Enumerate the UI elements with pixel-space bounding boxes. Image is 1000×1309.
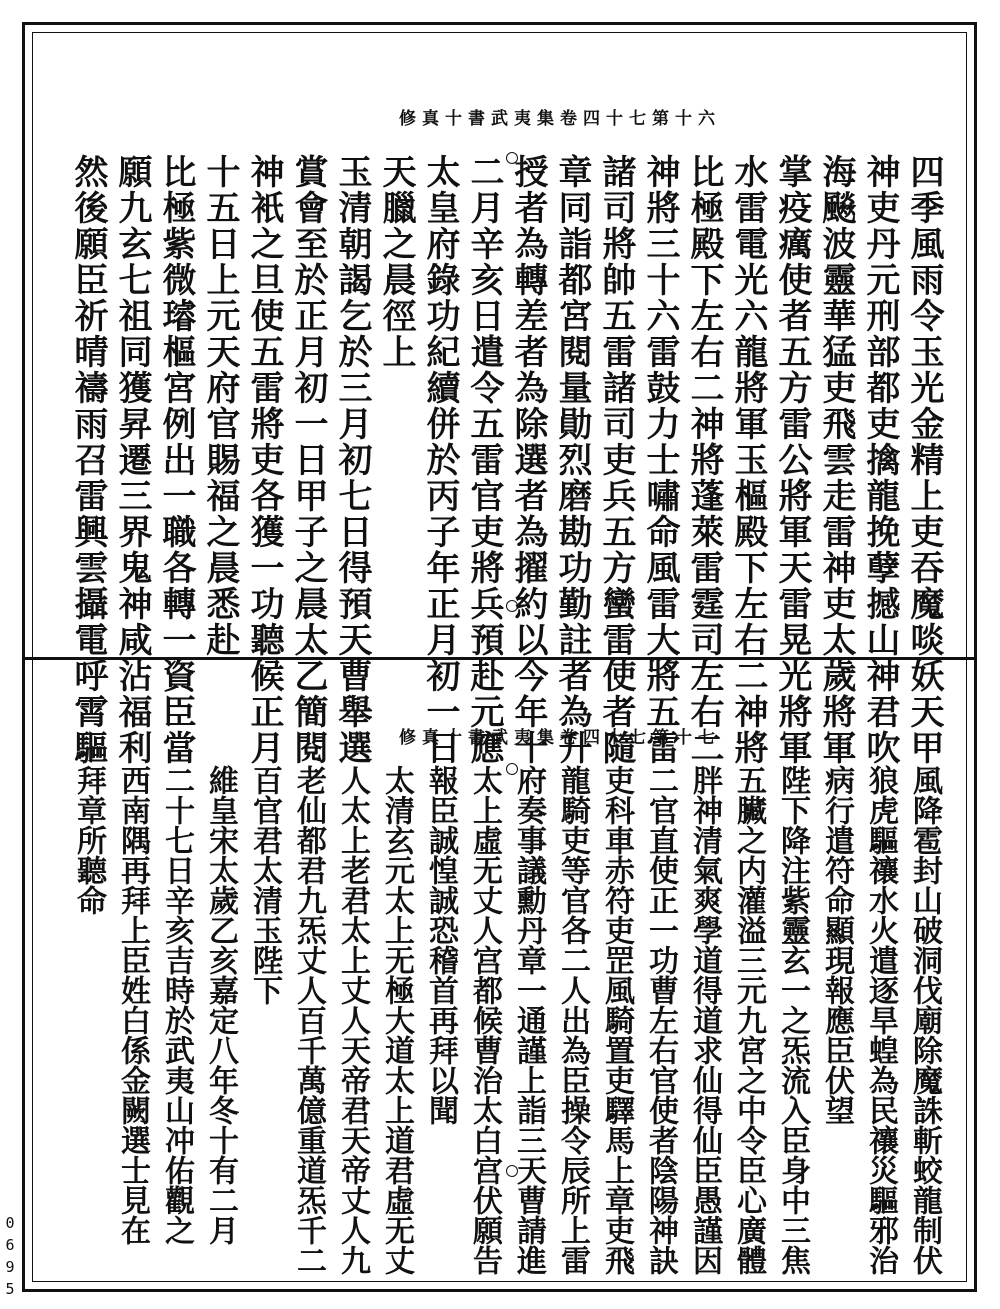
text-column: 太清玄元太上无極大道太上道君虛无丈 — [379, 765, 414, 1275]
text-column: 諸司將帥五雷諸司吏兵五方蠻雷使者隨 — [596, 154, 636, 766]
text-column: 神吏丹元刑部都吏擒龍挽孽撼山神君吹 — [860, 154, 900, 766]
text-columns — [66, 765, 946, 1275]
text-column: 天臘之晨徑上 — [376, 154, 416, 370]
text-column: 龍騎吏等官各二人出為臣操令辰所上雷 — [555, 765, 590, 1275]
text-column: 二十七日辛亥吉時於武夷山冲佑觀之 — [159, 765, 194, 1245]
text-column: 病行遣符命顯現報應臣伏望 — [819, 765, 854, 1125]
text-column: 章同詣都宮閱量勛烈磨勘功勤註者為升 — [552, 154, 592, 766]
text-column: 二月辛亥日遣令五雷官吏將兵預赴元應 — [464, 154, 504, 766]
text-column: 十五日上元天府官賜福之晨悉赴 — [200, 154, 240, 658]
text-column: 吏科車赤符吏罡風騎置吏驛馬上章吏飛 — [599, 765, 634, 1275]
text-column: 授者為轉差者為除選者為擢約以今年十 — [508, 154, 548, 766]
text-column: 海飈波靈華猛吏飛雲走雷神吏太歲將軍 — [816, 154, 856, 766]
text-column: 神將三十六雷鼓力士嘯命風雷大將五雷 — [640, 154, 680, 766]
text-column: 維皇宋太歲乙亥嘉定八年冬十有二月 — [203, 765, 238, 1245]
text-column: 比極殿下左右二神將蓬萊雷霆司左右二 — [684, 154, 724, 766]
side-page-number: 0695 — [5, 1214, 15, 1298]
text-column: 老仙都君九炁丈人百千萬億重道炁千二 — [291, 765, 326, 1275]
text-column: 百官君太清玉陛下 — [247, 765, 282, 1005]
text-column: 人太上老君太上丈人天帝君天帝丈人九 — [335, 765, 370, 1275]
text-column: 玉清朝謁乞於三月初七日得預天曹舉選 — [332, 154, 372, 766]
text-column: 願九玄七祖同獲昇遷三界鬼神咸沾福利 — [112, 154, 152, 766]
text-column: 四季風雨令玉光金精上吏吞魔啖妖天甲 — [904, 154, 944, 766]
text-column: 然後願臣祈晴禱雨召雷興雲攝電呼霄驅 — [68, 154, 108, 766]
page-panel-bottom — [40, 665, 960, 1285]
text-column: 府奏事議勳丹章一通謹上詣三天曹請進 — [511, 765, 546, 1275]
text-column: 五臟之内灌溢三元九宮之中令臣心廣體 — [731, 765, 766, 1275]
text-column: 狼虎驅禳水火遣逐旱蝗為民禳災驅邪治 — [863, 765, 898, 1275]
text-column: 太皇府錄功紀續併於丙子年正月初一日 — [420, 154, 460, 766]
text-column: 胖神清氣爽學道得道求仙得仙臣愚謹因 — [687, 765, 722, 1275]
text-column: 報臣誠惶誠恐稽首再拜以聞 — [423, 765, 458, 1125]
page-header: 修真十書武夷集卷四十七第十六 — [399, 109, 721, 129]
text-column: 西南隅再拜上臣姓白係金闕選士見在 — [115, 765, 150, 1245]
text-column: 水雷電光六龍將軍玉樞殿下左右二神將 — [728, 154, 768, 766]
text-column: 拜章所聽命 — [71, 765, 106, 915]
text-column: 二官直使正一功曹左右官使者陰陽神訣 — [643, 765, 678, 1275]
page-header: 修真十書武夷集卷四十七第十七 — [399, 728, 721, 748]
text-column: 陛下降注紫靈玄一之炁流入臣身中三焦 — [775, 765, 810, 1275]
text-column: 比極紫微璿樞宮例出一職各轉一資臣當 — [156, 154, 196, 766]
text-column: 風降雹封山破洞伐廟除魔誅斬蛟龍制伏 — [907, 765, 942, 1275]
text-column: 掌疫癘使者五方雷公將軍天雷晃光將軍 — [772, 154, 812, 766]
text-column: 太上虛无丈人宫都候曹治太白宫伏願告 — [467, 765, 502, 1275]
text-column: 神衹之旦使五雷將吏各獲一功聽候正月 — [244, 154, 284, 766]
text-column: 賞會至於正月初一日甲子之晨太乙簡閱 — [288, 154, 328, 766]
